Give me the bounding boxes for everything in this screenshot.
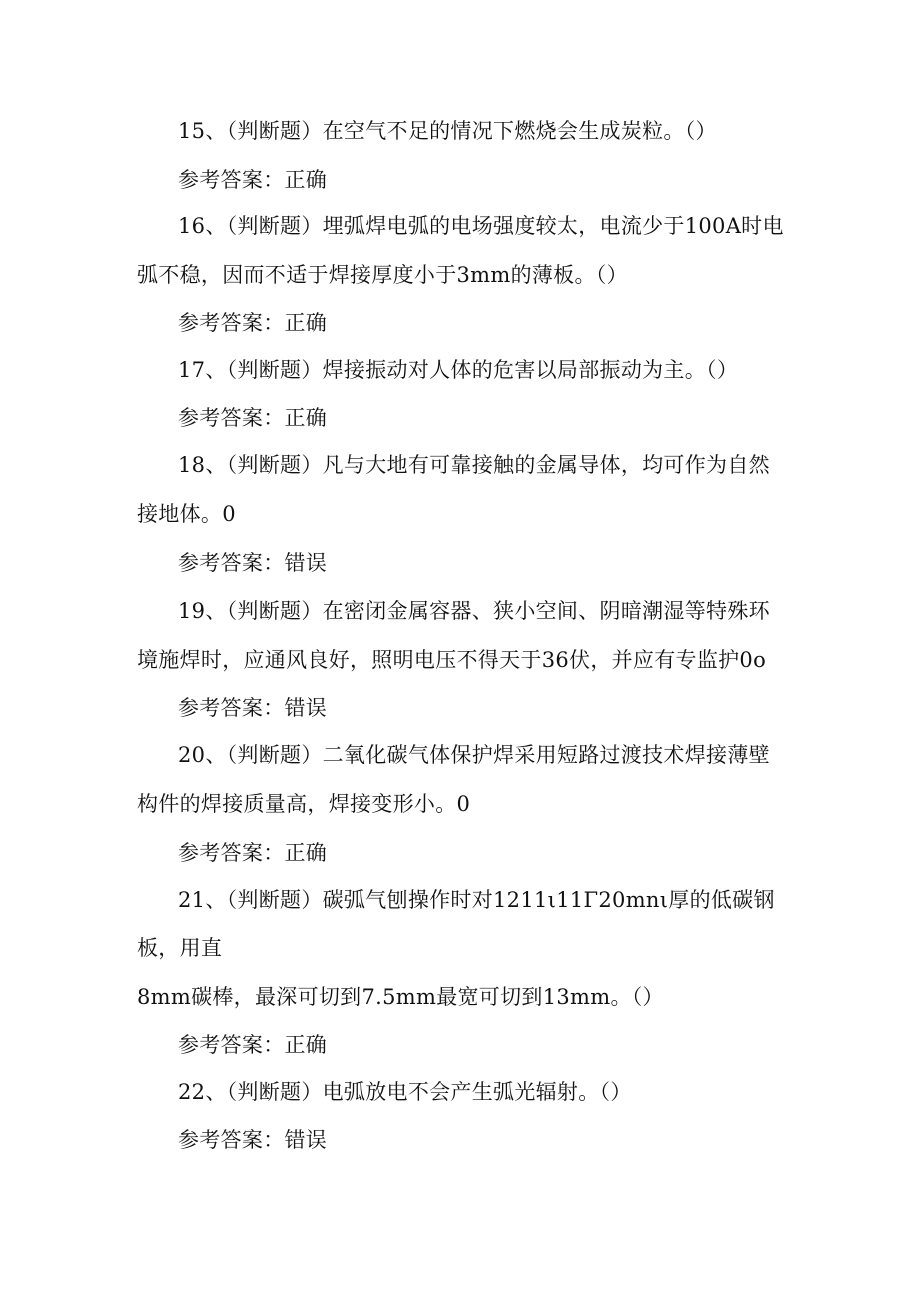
question-21-line-1: 21、（判断题）碳弧气刨操作时对1211ι11Γ20mnι厚的低碳钢	[178, 888, 775, 912]
answer-22: 参考答案：错误	[178, 1128, 328, 1152]
question-19-line-2: 境施焊时，应通风良好，照明电压不得天于36伏，并应有专监护0o	[137, 648, 767, 672]
question-16-line-2: 弧不稳，因而不适于焊接厚度小于3mm的薄板。（）	[137, 263, 628, 287]
question-16-line-1: 16、（判断题）埋弧焊电弧的电场强度较太，电流少于100A时电	[178, 214, 784, 238]
question-18-line-1: 18、（判断题）凡与大地有可靠接触的金属导体，均可作为自然	[178, 453, 770, 477]
question-22-line-1: 22、（判断题）电弧放电不会产生弧光辐射。（）	[178, 1080, 632, 1104]
question-19-line-1: 19、（判断题）在密闭金属容器、狭小空间、阴暗潮湿等特殊环	[178, 599, 770, 623]
answer-21: 参考答案：正确	[178, 1033, 328, 1057]
question-21-line-3: 8mm碳棒，最深可切到7.5mm最宽可切到13mm。（）	[137, 985, 664, 1009]
answer-16: 参考答案：正确	[178, 311, 328, 335]
answer-15: 参考答案：正确	[178, 168, 328, 192]
answer-18: 参考答案：错误	[178, 551, 328, 575]
question-18-line-2: 接地体。0	[137, 502, 236, 526]
answer-19: 参考答案：错误	[178, 696, 328, 720]
question-17-line-1: 17、（判断题）焊接振动对人体的危害以局部振动为主。（）	[178, 358, 739, 382]
answer-17: 参考答案：正确	[178, 406, 328, 430]
question-20-line-2: 构件的焊接质量高，焊接变形小。0	[137, 792, 471, 816]
question-15-line-1: 15、（判断题）在空气不足的情况下燃烧会生成炭粒。（）	[178, 119, 717, 143]
question-20-line-1: 20、（判断题）二氧化碳气体保护焊采用短路过渡技术焊接薄壁	[178, 743, 770, 767]
answer-20: 参考答案：正确	[178, 841, 328, 865]
question-21-line-2: 板，用直	[137, 936, 223, 960]
